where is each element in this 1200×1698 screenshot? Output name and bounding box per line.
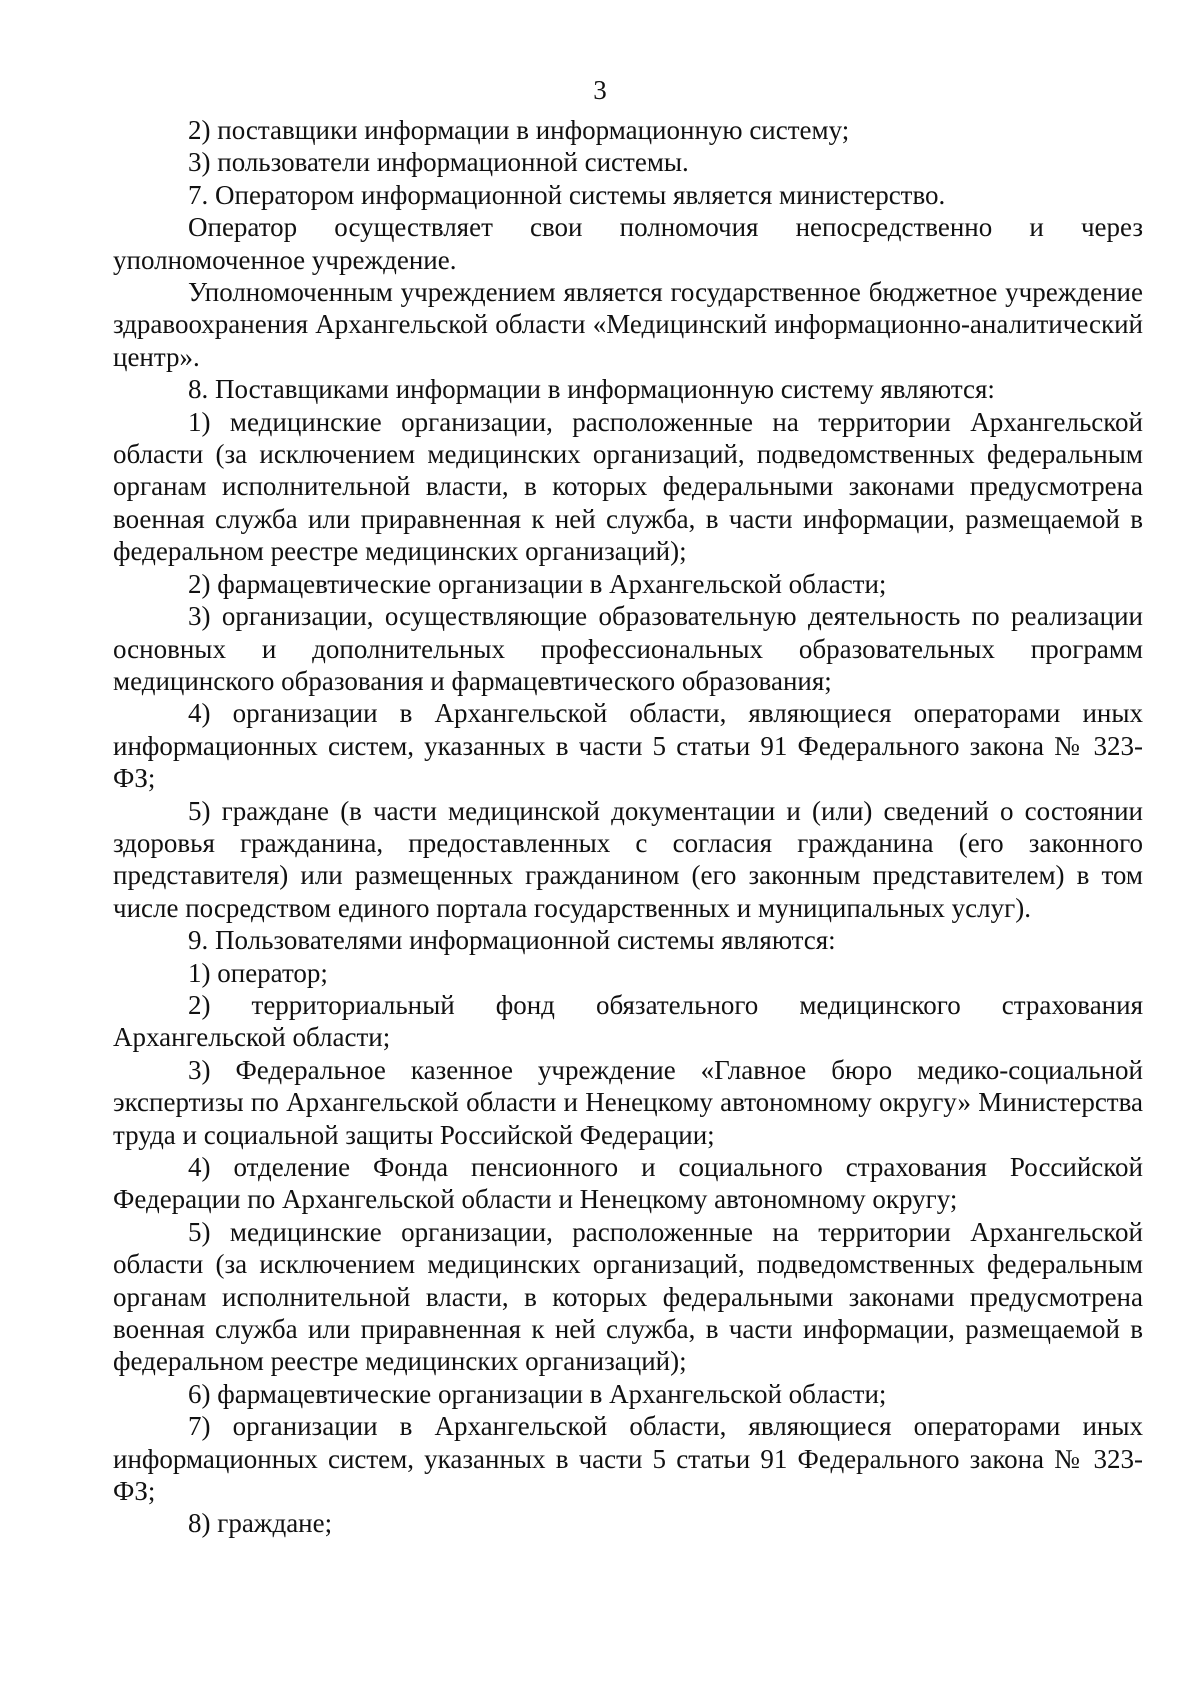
provider-item-5: 5) граждане (в части медицинской документации и (или) сведений о состоянии здоровья гражданина, предоставленных с согласия гражданина (его законного представителя) или размещенных гражданином (его законным представителем) в том числе посредством единого портала государственных и муниципальных услуг). xyxy=(113,795,1143,923)
operator-powers-paragraph: Оператор осуществляет свои полномочия непосредственно и через уполномоченное учреждение. xyxy=(113,212,1143,275)
user-item-6: 6) фармацевтические организации в Архангельской области; xyxy=(188,1378,887,1409)
authorized-institution-paragraph: Уполномоченным учреждением является государственное бюджетное учреждение здравоохранения Архангельской области «Медицинский информационно-аналитический центр». xyxy=(113,277,1143,372)
page-number: 3 xyxy=(593,75,607,105)
user-item-7: 7) организации в Архангельской области, являющиеся операторами иных информационных систем, указанных в части 5 статьи 91 Федерального закона № 323-ФЗ; xyxy=(113,1411,1143,1507)
clause-9-users: 9. Пользователями информационной системы являются: xyxy=(188,925,836,956)
provider-item-3: 3) организации, осуществляющие образовательную деятельность по реализации основных и дополнительных профессиональных образовательных программ медицинского образования и фармацевтического образования; xyxy=(113,601,1143,696)
user-item-8: 8) граждане; xyxy=(188,1508,333,1539)
document-body xyxy=(113,114,1143,1540)
provider-item-2: 2) фармацевтические организации в Архангельской области; xyxy=(188,568,887,599)
clause-7-operator: 7. Оператором информационной системы является министерство. xyxy=(188,179,946,210)
user-item-3: 3) Федеральное казенное учреждение «Главное бюро медико-социальной экспертизы по Архангельской области и Ненецкому автономному округу» Министерства труда и социальной защиты Российской Федерации; xyxy=(113,1054,1143,1150)
list-item-users: 3) пользователи информационной системы. xyxy=(188,147,689,178)
user-item-1: 1) оператор; xyxy=(188,957,328,988)
provider-item-4: 4) организации в Архангельской области, являющиеся операторами иных информационных систем, указанных в части 5 статьи 91 Федерального закона № 323-ФЗ; xyxy=(113,698,1143,794)
clause-8-providers: 8. Поставщиками информации в информационную систему являются: xyxy=(188,374,995,405)
user-item-5: 5) медицинские организации, расположенные на территории Архангельской области (за исключением медицинских организаций, подведомственных федеральным органам исполнительной власти, в которых федеральными законами предусмотрена военная служба или приравненная к ней служба, в части информации, размещаемой в федеральном реестре медицинских организаций); xyxy=(113,1216,1143,1377)
list-item-providers: 2) поставщики информации в информационную систему; xyxy=(188,115,850,145)
user-item-2: 2) территориальный фонд обязательного медицинского страхования Архангельской области; xyxy=(113,989,1143,1053)
provider-item-1: 1) медицинские организации, расположенные на территории Архангельской области (за исключением медицинских организаций, подведомственных федеральным органам исполнительной власти, в которых федеральными законами предусмотрена военная служба или приравненная к ней служба, в части информации, размещаемой в федеральном реестре медицинских организаций); xyxy=(113,406,1143,567)
user-item-4: 4) отделение Фонда пенсионного и социального страхования Российской Федерации по Архангельской области и Ненецкому автономному округу; xyxy=(113,1152,1143,1215)
